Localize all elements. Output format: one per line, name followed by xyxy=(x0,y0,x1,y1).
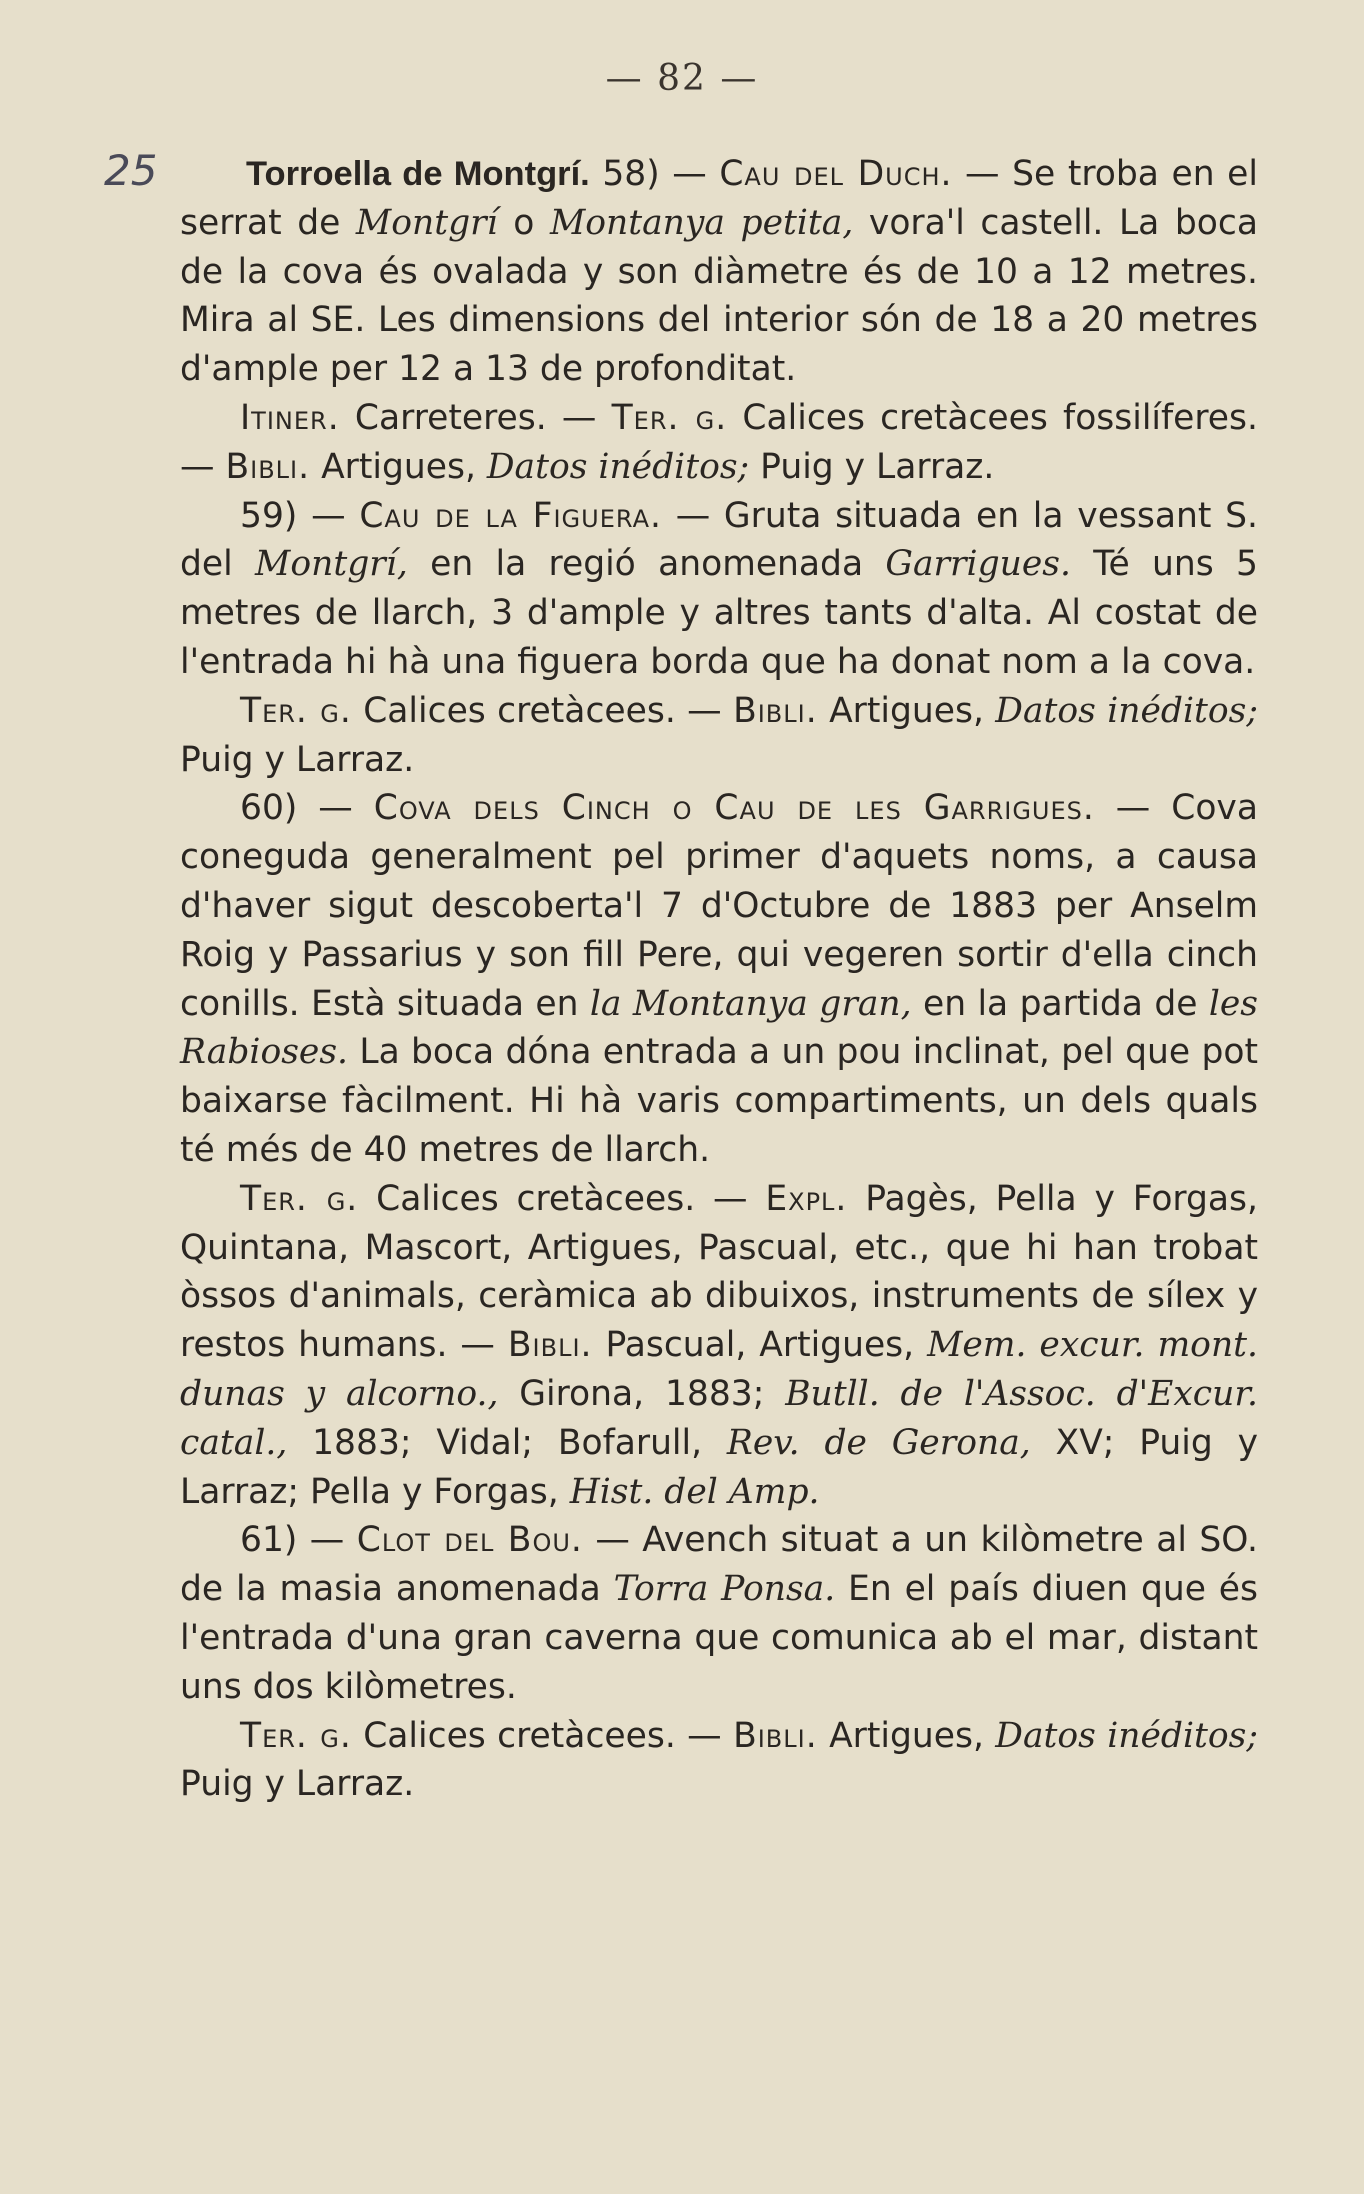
entry-text: vora'l castell. La boca de la cova és ovalada y son diàmetre és de 10 a 12 metres. Mira al SE. Les dimensions del interior són de 18 a 20 metres d'ample per 12 a 13 de profonditat. xyxy=(180,202,1258,390)
entry-text: en la partida de xyxy=(911,983,1209,1024)
entry-text: — Avench situat a un kilòmetre al SO. de la masia anomenada xyxy=(180,1520,1258,1610)
entry-text: XV; Puig y Larraz; Pella y Forgas, xyxy=(180,1422,1258,1512)
label-bibli: Bibli. xyxy=(225,446,311,487)
entry-text: Pascual, Artigues, xyxy=(592,1325,928,1366)
entry-58 xyxy=(180,150,1258,394)
entry-text: — Gruta situada en la vessant S. del xyxy=(180,495,1259,585)
entry-number: 59) — xyxy=(240,495,360,536)
label-ter: Ter. g. xyxy=(240,1715,352,1756)
place-heading: Torroella de Montgrí. xyxy=(246,155,590,193)
entry-number: 60) — xyxy=(240,788,374,829)
cave-name: Cova dels Cinch o Cau de les Garrigues. xyxy=(373,788,1095,829)
italic-text: Torra Ponsa. xyxy=(613,1569,836,1610)
entry-text: En el país diuen que és l'entrada d'una gran caverna que comunica ab el mar, distant uns dos kilòmetres. xyxy=(180,1569,1258,1707)
italic-text: Montgrí, xyxy=(255,544,408,585)
entry-text: La boca dóna entrada a un pou inclinat, pel que pot baixarse fàcilment. Hi hà varis compartiments, un dels quals té més de 40 metres de llarch. xyxy=(180,1032,1258,1170)
body-text xyxy=(180,150,1258,1809)
page-number: — 82 — xyxy=(605,58,759,99)
entry-text: Artigues, xyxy=(817,1715,996,1756)
entry-58-references xyxy=(180,394,1258,492)
entry-61-references xyxy=(180,1712,1258,1810)
entry-59 xyxy=(180,492,1258,687)
entry-text: Puig y Larraz. xyxy=(180,1764,415,1805)
italic-text: Mem. excur. mont. dunas y alcorno., xyxy=(180,1325,1258,1414)
entry-text: — Cova coneguda generalment pel primer d'aquets noms, a causa d'haver sigut descoberta'l 7 d'Octubre de 1883 per Anselm Roig y Passarius y son fill Pere, qui vegeren sortir d'ella cinch conills. Està situada en xyxy=(180,788,1258,1024)
entry-text: Artigues, xyxy=(310,446,487,487)
entry-text: — Se troba en el serrat de xyxy=(180,154,1258,243)
entry-text: Calices cretàcees. — xyxy=(351,690,734,731)
handwritten-margin-note: 25 xyxy=(104,146,158,195)
entry-text: Artigues, xyxy=(817,690,996,731)
italic-text: Datos inéditos; xyxy=(486,446,750,487)
entry-60-references xyxy=(180,1175,1258,1517)
entry-text: Girona, 1883; xyxy=(498,1373,786,1414)
entry-text: o xyxy=(497,202,550,243)
italic-text: Datos inéditos; xyxy=(995,690,1258,731)
italic-text: Butll. de l'Assoc. d'Excur. catal., xyxy=(180,1373,1258,1463)
entry-60 xyxy=(180,784,1258,1174)
entry-number: 61) — xyxy=(240,1520,357,1561)
label-ter: Ter. g. xyxy=(240,690,352,731)
entry-text: Calices cretàcees. — xyxy=(358,1178,766,1219)
entry-text: 1883; Vidal; Bofarull, xyxy=(287,1422,727,1463)
italic-text: Montanya petita, xyxy=(549,202,854,243)
label-expl: Expl. xyxy=(765,1178,848,1219)
cave-name: Cau de la Figuera. xyxy=(359,495,662,536)
entry-text: Té uns 5 metres de llarch, 3 d'ample y altres tants d'alta. Al costat de l'entrada hi hà una figuera borda que ha donat nom a la cova. xyxy=(180,544,1258,682)
entry-text: Calices cretàcees. — xyxy=(351,1715,734,1756)
label-bibli: Bibli. xyxy=(733,690,818,731)
italic-text: les Rabioses. xyxy=(180,983,1258,1073)
entry-text: Puig y Larraz. xyxy=(180,739,415,780)
entry-text: Calices cretàcees fossilíferes. — xyxy=(180,397,1258,487)
entry-text: Carreteres. — xyxy=(339,397,612,438)
label-bibli: Bibli. xyxy=(733,1715,818,1756)
cave-name: Cau del Duch. xyxy=(719,154,953,194)
entry-text: Pagès, Pella y Forgas, Quintana, Mascort, Artigues, Pascual, etc., que hi han trobat òssos d'animals, ceràmica ab dibuixos, instruments de sílex y restos humans. — xyxy=(180,1178,1258,1366)
entry-number: 58) — xyxy=(602,154,720,194)
italic-text: Hist. del Amp. xyxy=(569,1471,820,1512)
label-ter: Ter. g. xyxy=(611,397,728,438)
italic-text: Datos inéditos; xyxy=(995,1715,1258,1756)
italic-text: Garrigues. xyxy=(885,544,1071,585)
entry-text: Puig y Larraz. xyxy=(749,446,995,487)
label-bibli: Bibli. xyxy=(507,1325,593,1366)
italic-text: Montgrí xyxy=(355,202,498,243)
italic-text: la Montanya gran, xyxy=(589,983,912,1024)
entry-61 xyxy=(180,1516,1258,1711)
label-ter: Ter. g. xyxy=(240,1178,359,1219)
entry-text: en la regió anomenada xyxy=(407,544,886,585)
entry-59-references xyxy=(180,687,1258,785)
cave-name: Clot del Bou. xyxy=(356,1520,583,1561)
label-itiner: Itiner. xyxy=(240,397,340,438)
italic-text: Rev. de Gerona, xyxy=(726,1422,1031,1463)
